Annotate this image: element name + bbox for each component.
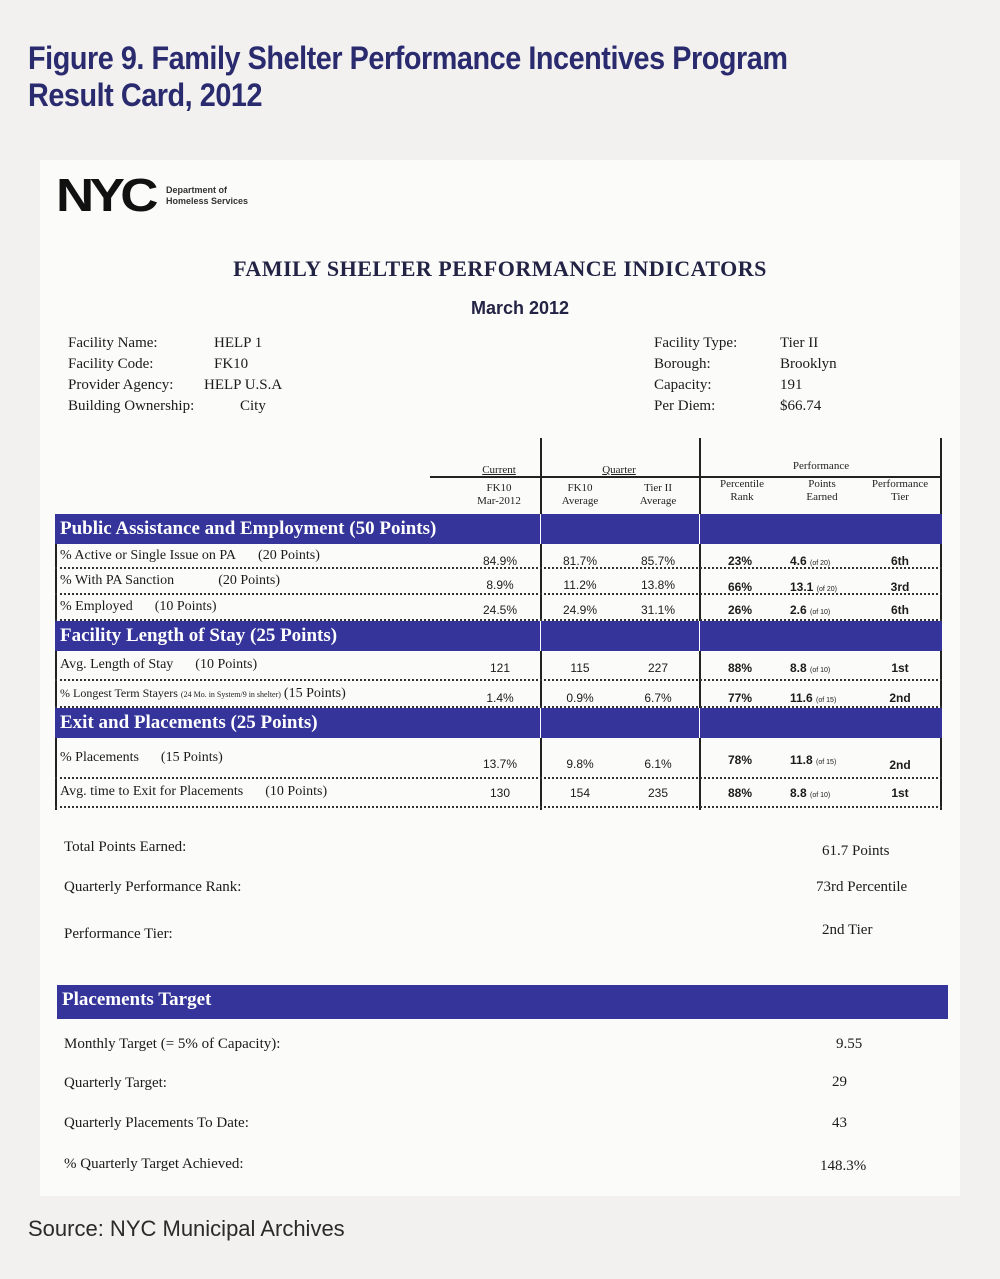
section-band: Exit and Placements (25 Points) bbox=[55, 708, 942, 738]
facility-info-right bbox=[654, 333, 837, 417]
facility-info-left bbox=[68, 333, 282, 417]
table-row-label: % Placements (15 Points) bbox=[60, 750, 223, 765]
col-perf-tier: Performance Tier bbox=[871, 478, 929, 503]
cell-current: 121 bbox=[489, 661, 511, 675]
cell-fk10: 11.2% bbox=[563, 578, 597, 592]
cell-earned: 8.8 (of 10) bbox=[790, 661, 831, 675]
cell-earned: 8.8 (of 10) bbox=[790, 786, 831, 800]
cell-tier: 13.8% bbox=[640, 578, 676, 592]
cell-tier-rank: 2nd bbox=[889, 691, 911, 705]
cell-tier: 227 bbox=[647, 661, 669, 675]
header-quarter: Quarter bbox=[602, 464, 636, 476]
cell-tier-rank: 6th bbox=[891, 554, 909, 568]
info-label: Per Diem: bbox=[654, 398, 716, 414]
cell-tier-rank: 6th bbox=[891, 603, 909, 617]
header-current: Current bbox=[482, 464, 516, 476]
info-row bbox=[68, 375, 282, 396]
header-performance: Performance bbox=[792, 460, 850, 472]
report-title: FAMILY SHELTER PERFORMANCE INDICATORS bbox=[233, 256, 767, 281]
table-row-label: % Employed (10 Points) bbox=[60, 599, 217, 614]
cell-earned: 11.6 (of 15) bbox=[790, 691, 837, 705]
col-points: Points Earned bbox=[806, 478, 838, 503]
row-separator bbox=[55, 806, 942, 808]
nyc-logo: NYC bbox=[56, 169, 154, 221]
cell-current: 13.7% bbox=[482, 757, 518, 771]
summary-label: Total Points Earned: bbox=[64, 839, 187, 855]
cell-fk10: 115 bbox=[570, 661, 590, 675]
cell-tier: 6.1% bbox=[644, 757, 672, 771]
section-band: Public Assistance and Employment (50 Points) bbox=[55, 514, 942, 544]
cell-current: 8.9% bbox=[486, 578, 514, 592]
cell-tier-rank: 3rd bbox=[890, 580, 910, 594]
cell-earned: 13.1 (of 20) bbox=[790, 580, 837, 594]
cell-current: 130 bbox=[489, 786, 511, 800]
cell-percentile: 77% bbox=[727, 691, 753, 705]
info-value: Tier II bbox=[780, 335, 819, 351]
band-divider bbox=[540, 708, 541, 738]
info-label: Facility Name: bbox=[68, 335, 158, 351]
cell-percentile: 78% bbox=[727, 753, 753, 767]
col-tier-avg: Tier II Average bbox=[639, 482, 677, 507]
placements-band: Placements Target bbox=[57, 985, 948, 1019]
cell-tier: 85.7% bbox=[640, 554, 676, 568]
placements-label: Monthly Target (= 5% of Capacity): bbox=[64, 1036, 281, 1052]
placements-label: Quarterly Target: bbox=[64, 1075, 167, 1091]
cell-tier-rank: 1st bbox=[891, 786, 909, 800]
info-label: Facility Type: bbox=[654, 335, 738, 351]
cell-fk10: 24.9% bbox=[562, 603, 598, 617]
cell-fk10: 81.7% bbox=[562, 554, 598, 568]
col-current: FK10 Mar-2012 bbox=[477, 482, 521, 507]
cell-earned: 11.8 (of 15) bbox=[790, 753, 837, 767]
cell-earned: 4.6 (of 20) bbox=[790, 554, 831, 568]
info-row bbox=[68, 396, 282, 417]
result-card bbox=[40, 160, 960, 1196]
table-row-label: % Active or Single Issue on PA (20 Points) bbox=[60, 548, 320, 563]
info-row bbox=[654, 375, 837, 396]
summary-label: Performance Tier: bbox=[64, 926, 173, 942]
placements-value: 43 bbox=[832, 1115, 847, 1131]
cell-percentile: 88% bbox=[727, 661, 753, 675]
placements-value: 29 bbox=[832, 1074, 847, 1090]
info-value: 191 bbox=[780, 377, 803, 393]
col-fk10-avg: FK10 Average bbox=[561, 482, 599, 507]
table-row-label: % With PA Sanction (20 Points) bbox=[60, 573, 281, 588]
placements-value: 9.55 bbox=[836, 1036, 863, 1052]
section-band: Facility Length of Stay (25 Points) bbox=[55, 621, 942, 651]
placements-label: % Quarterly Target Achieved: bbox=[64, 1156, 244, 1172]
cell-fk10: 9.8% bbox=[566, 757, 594, 771]
figure-title-line2: Result Card, 2012 bbox=[28, 77, 263, 113]
row-separator bbox=[55, 706, 942, 708]
info-label: Capacity: bbox=[654, 377, 712, 393]
report-month: March 2012 bbox=[470, 298, 570, 318]
summary-value: 61.7 Points bbox=[822, 843, 890, 859]
cell-percentile: 66% bbox=[727, 580, 753, 594]
cell-tier: 31.1% bbox=[640, 603, 676, 617]
placements-value: 148.3% bbox=[820, 1158, 867, 1174]
figure-title-line1: Figure 9. Family Shelter Performance Incentives Program bbox=[28, 40, 788, 76]
table-row-label: Avg. Length of Stay (10 Points) bbox=[60, 657, 258, 672]
cell-percentile: 88% bbox=[727, 786, 753, 800]
row-left-rule bbox=[55, 738, 57, 810]
info-value: City bbox=[240, 398, 266, 414]
dhs-line2: Homeless Services bbox=[166, 196, 249, 206]
summary-value: 73rd Percentile bbox=[816, 879, 908, 895]
info-label: Building Ownership: bbox=[68, 398, 195, 414]
info-row bbox=[68, 333, 282, 354]
cell-fk10: 0.9% bbox=[566, 691, 594, 705]
table-row-label: Avg. time to Exit for Placements (10 Points) bbox=[60, 784, 328, 799]
placements-label: Quarterly Placements To Date: bbox=[64, 1115, 249, 1131]
band-divider bbox=[699, 514, 700, 544]
band-divider bbox=[540, 621, 541, 651]
info-label: Provider Agency: bbox=[68, 377, 174, 393]
summary-label: Quarterly Performance Rank: bbox=[64, 879, 242, 895]
cell-tier-rank: 2nd bbox=[889, 758, 911, 772]
cell-fk10: 154 bbox=[569, 786, 591, 800]
row-separator bbox=[55, 777, 942, 779]
info-row bbox=[654, 333, 837, 354]
col-percentile: Percentile Rank bbox=[720, 478, 764, 503]
dhs-logo-text bbox=[166, 185, 248, 207]
figure-title bbox=[28, 40, 838, 114]
info-row bbox=[68, 354, 282, 375]
info-row bbox=[654, 396, 837, 417]
info-label: Facility Code: bbox=[68, 356, 154, 372]
cell-tier-rank: 1st bbox=[891, 661, 909, 675]
info-row bbox=[654, 354, 837, 375]
cell-earned: 2.6 (of 10) bbox=[790, 603, 831, 617]
row-left-rule bbox=[55, 544, 57, 621]
cell-current: 84.9% bbox=[482, 554, 518, 568]
table-row-label: % Longest Term Stayers (24 Mo. in System/9 in shelter) (15 Points) bbox=[60, 686, 346, 701]
info-value: Brooklyn bbox=[780, 356, 837, 372]
info-label: Borough: bbox=[654, 356, 711, 372]
band-divider bbox=[540, 514, 541, 544]
band-divider bbox=[699, 621, 700, 651]
cell-percentile: 23% bbox=[727, 554, 753, 568]
cell-tier: 6.7% bbox=[644, 691, 672, 705]
cell-percentile: 26% bbox=[727, 603, 753, 617]
summary-value: 2nd Tier bbox=[822, 922, 873, 938]
cell-tier: 235 bbox=[647, 786, 669, 800]
row-separator bbox=[55, 619, 942, 621]
row-separator bbox=[55, 679, 942, 681]
source-caption: Source: NYC Municipal Archives bbox=[28, 1216, 345, 1241]
dhs-line1: Department of bbox=[166, 185, 228, 195]
cell-current: 24.5% bbox=[482, 603, 518, 617]
info-value: $66.74 bbox=[780, 398, 822, 414]
info-value: FK10 bbox=[214, 356, 249, 372]
cell-current: 1.4% bbox=[486, 691, 514, 705]
info-value: HELP U.S.A bbox=[204, 377, 283, 393]
band-divider bbox=[699, 708, 700, 738]
info-value: HELP 1 bbox=[214, 335, 263, 351]
